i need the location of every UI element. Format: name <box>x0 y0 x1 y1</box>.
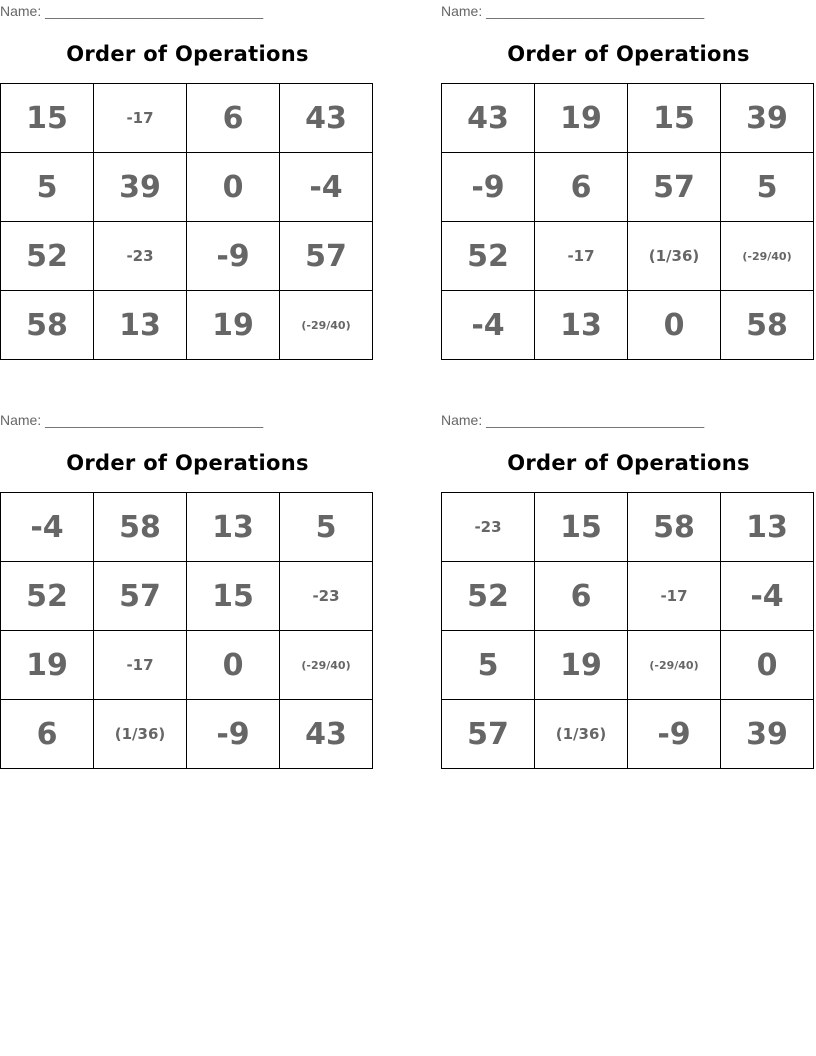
grid-cell: -17 <box>628 562 721 631</box>
grid-cell: 43 <box>442 84 535 153</box>
grid-cell: -23 <box>442 493 535 562</box>
grid-cell: -9 <box>187 700 280 769</box>
grid-cell: 52 <box>1 562 94 631</box>
grid-row <box>442 700 814 769</box>
bingo-card <box>441 0 816 364</box>
name-field-label: Name: ____________________________ <box>0 3 264 19</box>
grid-cell: 15 <box>1 84 94 153</box>
grid-row <box>442 291 814 360</box>
grid-cell: (-29/40) <box>628 631 721 700</box>
grid-row <box>1 291 373 360</box>
card-title: Order of Operations <box>507 42 750 66</box>
grid-cell: 52 <box>442 222 535 291</box>
grid-cell: -4 <box>280 153 373 222</box>
grid-cell: 39 <box>721 84 814 153</box>
grid-cell: -9 <box>187 222 280 291</box>
grid-row <box>1 631 373 700</box>
grid-cell: -9 <box>442 153 535 222</box>
grid-cell: 19 <box>1 631 94 700</box>
grid-cell: 6 <box>1 700 94 769</box>
grid-cell: 43 <box>280 84 373 153</box>
grid-cell: -4 <box>1 493 94 562</box>
bingo-card <box>0 409 375 773</box>
grid-cell: 19 <box>535 84 628 153</box>
grid-row <box>442 631 814 700</box>
grid-cell: 0 <box>187 631 280 700</box>
grid-cell: -17 <box>94 631 187 700</box>
card-title: Order of Operations <box>507 451 750 475</box>
grid-row <box>442 153 814 222</box>
grid-cell: 5 <box>442 631 535 700</box>
grid-cell: 0 <box>721 631 814 700</box>
grid-cell: (1/36) <box>628 222 721 291</box>
grid-cell: 58 <box>1 291 94 360</box>
bingo-grid <box>0 83 373 360</box>
name-field-label: Name: ____________________________ <box>441 412 705 428</box>
name-field-label: Name: ____________________________ <box>441 3 705 19</box>
grid-row <box>1 493 373 562</box>
grid-cell: -9 <box>628 700 721 769</box>
grid-row <box>442 84 814 153</box>
grid-row <box>1 84 373 153</box>
grid-cell: 58 <box>721 291 814 360</box>
grid-cell: 57 <box>94 562 187 631</box>
grid-cell: 5 <box>721 153 814 222</box>
grid-cell: (1/36) <box>94 700 187 769</box>
grid-cell: 57 <box>442 700 535 769</box>
grid-cell: -4 <box>721 562 814 631</box>
grid-cell: 0 <box>628 291 721 360</box>
bingo-grid <box>441 83 814 360</box>
grid-row <box>442 562 814 631</box>
grid-cell: 5 <box>280 493 373 562</box>
grid-cell: -17 <box>94 84 187 153</box>
grid-cell: -23 <box>280 562 373 631</box>
grid-cell: 58 <box>94 493 187 562</box>
grid-row <box>1 222 373 291</box>
grid-cell: 15 <box>628 84 721 153</box>
grid-cell: 0 <box>187 153 280 222</box>
grid-cell: (-29/40) <box>721 222 814 291</box>
grid-cell: -4 <box>442 291 535 360</box>
bingo-grid <box>0 492 373 769</box>
grid-cell: 6 <box>535 153 628 222</box>
grid-row <box>442 493 814 562</box>
card-title: Order of Operations <box>66 451 309 475</box>
grid-cell: 52 <box>1 222 94 291</box>
grid-row <box>1 562 373 631</box>
grid-cell: 15 <box>535 493 628 562</box>
name-field-label: Name: ____________________________ <box>0 412 264 428</box>
grid-cell: 58 <box>628 493 721 562</box>
grid-cell: 43 <box>280 700 373 769</box>
grid-cell: (1/36) <box>535 700 628 769</box>
grid-cell: 13 <box>187 493 280 562</box>
grid-row <box>442 222 814 291</box>
grid-cell: 5 <box>1 153 94 222</box>
grid-cell: 15 <box>187 562 280 631</box>
grid-cell: 52 <box>442 562 535 631</box>
grid-cell: 6 <box>187 84 280 153</box>
grid-cell: 39 <box>94 153 187 222</box>
grid-cell: 13 <box>535 291 628 360</box>
grid-cell: (-29/40) <box>280 291 373 360</box>
grid-cell: 39 <box>721 700 814 769</box>
grid-cell: 6 <box>535 562 628 631</box>
card-title: Order of Operations <box>66 42 309 66</box>
grid-cell: (-29/40) <box>280 631 373 700</box>
grid-cell: -23 <box>94 222 187 291</box>
grid-cell: 19 <box>535 631 628 700</box>
grid-cell: 13 <box>94 291 187 360</box>
bingo-card <box>0 0 375 364</box>
grid-cell: -17 <box>535 222 628 291</box>
grid-cell: 57 <box>280 222 373 291</box>
grid-cell: 57 <box>628 153 721 222</box>
grid-row <box>1 700 373 769</box>
grid-cell: 13 <box>721 493 814 562</box>
bingo-grid <box>441 492 814 769</box>
bingo-card <box>441 409 816 773</box>
grid-cell: 19 <box>187 291 280 360</box>
grid-row <box>1 153 373 222</box>
